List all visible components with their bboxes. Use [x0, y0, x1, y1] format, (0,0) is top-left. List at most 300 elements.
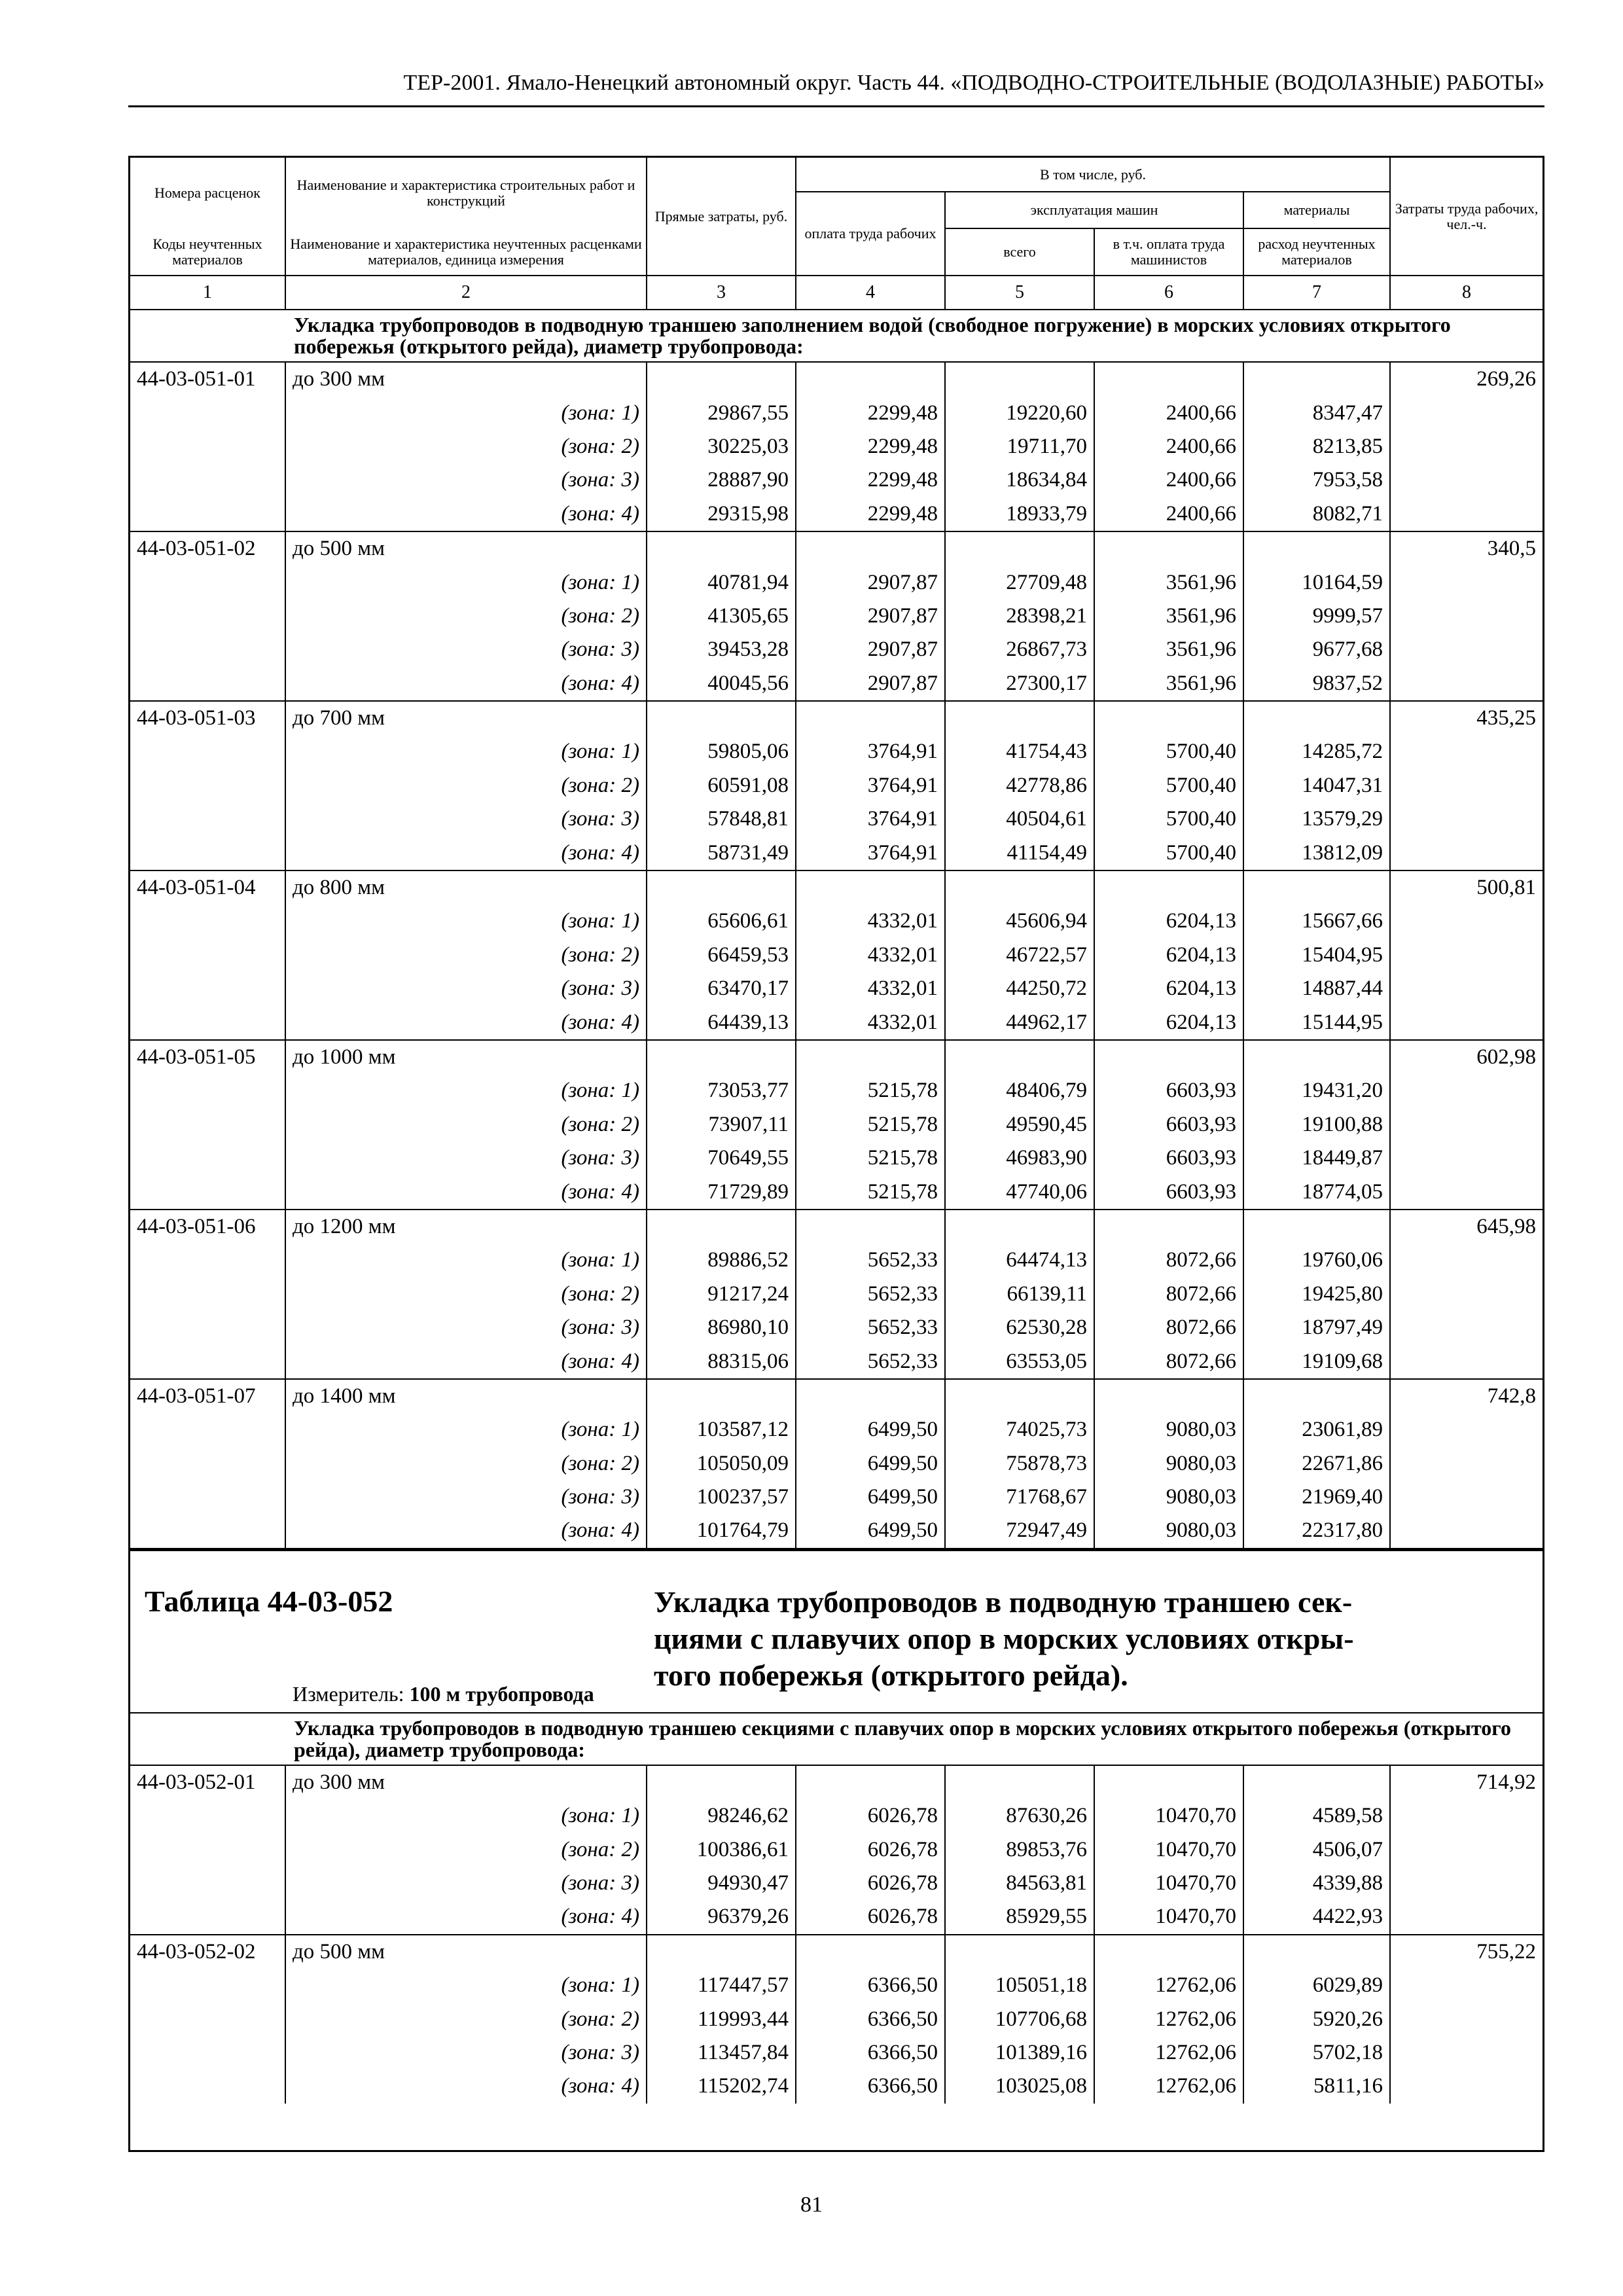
- labor-cost: 5215,78: [796, 1141, 945, 1175]
- empty-cell: [1390, 565, 1543, 599]
- empty-cell: [1390, 600, 1543, 633]
- materials-cost: 4339,88: [1243, 1867, 1390, 1900]
- empty-cell: [1390, 1413, 1543, 1446]
- labor-cost: 6026,78: [796, 1833, 945, 1866]
- zone-cell: [285, 1900, 647, 1934]
- rate-row: [130, 702, 1543, 735]
- rate-code: 44-03-051-01: [130, 363, 285, 396]
- machines-cost: 28398,21: [945, 600, 1094, 633]
- empty-cell: [647, 702, 796, 735]
- labor-cost: 2299,48: [796, 463, 945, 497]
- direct-cost: 100237,57: [647, 1480, 796, 1514]
- machines-cost: 44250,72: [945, 972, 1094, 1005]
- empty-cell: [1390, 1175, 1543, 1209]
- zone-label: (зона: 2): [561, 1837, 639, 1861]
- materials-cost: 15404,95: [1243, 939, 1390, 972]
- col-labor-hours: Затраты труда рабочих, чел.-ч.: [1390, 158, 1543, 276]
- direct-cost: 60591,08: [647, 769, 796, 802]
- col-number: 5: [945, 276, 1094, 310]
- labor-hours-value: 602,98: [1476, 1045, 1536, 1069]
- rate-row: [130, 1766, 1543, 1799]
- machines-labor-cost: 3561,96: [1094, 667, 1243, 701]
- machines-cost: 101389,16: [945, 2036, 1094, 2070]
- machines-labor-cost: 6204,13: [1094, 1005, 1243, 1039]
- direct-cost: 63470,17: [647, 972, 796, 1005]
- machines-labor-cost: 9080,03: [1094, 1447, 1243, 1480]
- empty-cell: [1390, 396, 1543, 429]
- direct-cost: 66459,53: [647, 939, 796, 972]
- zone-row: [130, 667, 1543, 701]
- machines-labor-cost: 8072,66: [1094, 1278, 1243, 1311]
- empty-cell: [130, 600, 285, 633]
- zone-row: [130, 802, 1543, 836]
- machines-labor-cost: 10470,70: [1094, 1833, 1243, 1866]
- zone-row: [130, 836, 1543, 870]
- zone-row: [130, 1799, 1543, 1833]
- machines-labor-cost: 6603,93: [1094, 1108, 1243, 1141]
- machines-cost: 75878,73: [945, 1447, 1094, 1480]
- materials-cost: 22317,80: [1243, 1514, 1390, 1548]
- labor-cost: 3764,91: [796, 735, 945, 768]
- zone-cell: [285, 463, 647, 497]
- empty-cell: [1094, 871, 1243, 905]
- zone-cell: [285, 430, 647, 463]
- zone-row: [130, 905, 1543, 938]
- machines-labor-cost: 10470,70: [1094, 1867, 1243, 1900]
- empty-cell: [1390, 2002, 1543, 2036]
- machines-cost: 64474,13: [945, 1244, 1094, 1277]
- labor-cost: 4332,01: [796, 905, 945, 938]
- empty-cell: [1243, 1210, 1390, 1244]
- empty-cell: [130, 463, 285, 497]
- empty-cell: [130, 769, 285, 802]
- unit-label: Измеритель:: [293, 1681, 404, 1706]
- machines-cost: 18634,84: [945, 463, 1094, 497]
- rate-group: [130, 1041, 1543, 1210]
- rate-name: до 1000 мм: [285, 1041, 647, 1074]
- labor-cost: 4332,01: [796, 972, 945, 1005]
- zone-row: [130, 1311, 1543, 1344]
- labor-cost: 2907,87: [796, 633, 945, 666]
- col-number: 6: [1094, 276, 1243, 310]
- empty-cell: [1094, 1380, 1243, 1413]
- materials-cost: 19109,68: [1243, 1344, 1390, 1378]
- rate-row: [130, 1380, 1543, 1413]
- zone-label: (зона: 4): [561, 1010, 639, 1034]
- machines-labor-cost: 2400,66: [1094, 463, 1243, 497]
- zone-row: [130, 1074, 1543, 1107]
- machines-cost: 27300,17: [945, 667, 1094, 701]
- empty-cell: [1243, 1766, 1390, 1799]
- empty-cell: [945, 1380, 1094, 1413]
- zone-row: [130, 1480, 1543, 1514]
- machines-cost: 41154,49: [945, 836, 1094, 870]
- empty-cell: [647, 1766, 796, 1799]
- empty-cell: [1390, 1344, 1543, 1378]
- zone-label: (зона: 1): [561, 401, 639, 425]
- empty-cell: [130, 1311, 285, 1344]
- empty-cell: [1390, 1005, 1543, 1039]
- zone-row: [130, 1867, 1543, 1900]
- materials-cost: 22671,86: [1243, 1447, 1390, 1480]
- labor-cost: 2299,48: [796, 396, 945, 429]
- section-title: Укладка трубопроводов в подводную траншею секциями с плавучих опор в морских условиях открытого побережья (открытого рейда), диаметр трубопровода:: [130, 1713, 1543, 1766]
- empty-cell: [1243, 871, 1390, 905]
- labor-cost: 2299,48: [796, 430, 945, 463]
- zone-row: [130, 430, 1543, 463]
- zone-cell: [285, 1867, 647, 1900]
- zone-label: (зона: 4): [561, 1179, 639, 1204]
- zone-row: [130, 1447, 1543, 1480]
- rate-code: 44-03-051-04: [130, 871, 285, 905]
- materials-cost: 4422,93: [1243, 1900, 1390, 1934]
- empty-cell: [1390, 1108, 1543, 1141]
- zone-label: (зона: 2): [561, 942, 639, 967]
- zone-row: [130, 735, 1543, 768]
- col-included: В том числе, руб.: [796, 158, 1390, 192]
- zone-row: [130, 1969, 1543, 2002]
- rate-group: [130, 702, 1543, 871]
- direct-cost: 40045,56: [647, 667, 796, 701]
- empty-cell: [130, 396, 285, 429]
- zone-label: (зона: 2): [561, 1112, 639, 1136]
- materials-cost: 19100,88: [1243, 1108, 1390, 1141]
- empty-cell: [647, 1210, 796, 1244]
- empty-cell: [1094, 1210, 1243, 1244]
- empty-cell: [130, 1244, 285, 1277]
- zone-row: [130, 972, 1543, 1005]
- empty-cell: [1390, 667, 1543, 701]
- machines-cost: 19220,60: [945, 396, 1094, 429]
- rate-code: 44-03-051-02: [130, 532, 285, 565]
- empty-cell: [1243, 1041, 1390, 1074]
- direct-cost: 94930,47: [647, 1867, 796, 1900]
- labor-hours-value: 435,25: [1476, 706, 1536, 730]
- direct-cost: 59805,06: [647, 735, 796, 768]
- machines-labor-cost: 9080,03: [1094, 1480, 1243, 1514]
- direct-cost: 40781,94: [647, 565, 796, 599]
- empty-cell: [1390, 463, 1543, 497]
- machines-cost: 84563,81: [945, 1867, 1094, 1900]
- empty-cell: [1390, 497, 1543, 531]
- direct-cost: 41305,65: [647, 600, 796, 633]
- zone-label: (зона: 3): [561, 807, 639, 831]
- empty-cell: [1390, 1833, 1543, 1866]
- empty-cell: [130, 1005, 285, 1039]
- zone-label: (зона: 1): [561, 1079, 639, 1103]
- empty-cell: [1094, 363, 1243, 396]
- direct-cost: 29867,55: [647, 396, 796, 429]
- machines-labor-cost: 12762,06: [1094, 1969, 1243, 2002]
- machines-cost: 107706,68: [945, 2002, 1094, 2036]
- zone-cell: [285, 565, 647, 599]
- empty-cell: [130, 565, 285, 599]
- table-unit: [293, 1682, 594, 1706]
- rate-code: 44-03-052-02: [130, 1935, 285, 1969]
- direct-cost: 73907,11: [647, 1108, 796, 1141]
- zone-cell: [285, 1244, 647, 1277]
- direct-cost: 28887,90: [647, 463, 796, 497]
- zone-label: (зона: 4): [561, 2074, 639, 2098]
- machines-labor-cost: 3561,96: [1094, 565, 1243, 599]
- empty-cell: [130, 972, 285, 1005]
- empty-cell: [1390, 1447, 1543, 1480]
- labor-hours-value: 500,81: [1476, 876, 1536, 900]
- zone-cell: [285, 1833, 647, 1866]
- empty-cell: [1243, 532, 1390, 565]
- rate-name: до 300 мм: [285, 363, 647, 396]
- col-code-top: Номера расценок: [130, 158, 285, 228]
- labor-cost: 2907,87: [796, 600, 945, 633]
- materials-cost: 18797,49: [1243, 1311, 1390, 1344]
- materials-cost: 7953,58: [1243, 463, 1390, 497]
- machines-labor-cost: 5700,40: [1094, 735, 1243, 768]
- zone-row: [130, 1141, 1543, 1175]
- empty-cell: [945, 702, 1094, 735]
- machines-cost: 105051,18: [945, 1969, 1094, 2002]
- empty-cell: [1390, 939, 1543, 972]
- zone-row: [130, 939, 1543, 972]
- zone-cell: [285, 667, 647, 701]
- empty-cell: [796, 1210, 945, 1244]
- zone-label: (зона: 3): [561, 1146, 639, 1170]
- materials-cost: 8213,85: [1243, 430, 1390, 463]
- empty-cell: [1243, 702, 1390, 735]
- empty-cell: [1094, 1766, 1243, 1799]
- zone-cell: [285, 1108, 647, 1141]
- zone-row: [130, 2036, 1543, 2070]
- materials-cost: 19760,06: [1243, 1244, 1390, 1277]
- labor-cost: 5652,33: [796, 1311, 945, 1344]
- labor-cost: 6499,50: [796, 1514, 945, 1548]
- machines-labor-cost: 6603,93: [1094, 1141, 1243, 1175]
- empty-cell: [130, 1344, 285, 1378]
- zone-label: (зона: 3): [561, 1485, 639, 1509]
- empty-cell: [130, 1074, 285, 1107]
- materials-cost: 15667,66: [1243, 905, 1390, 938]
- machines-labor-cost: 6204,13: [1094, 939, 1243, 972]
- empty-cell: [796, 1041, 945, 1074]
- col-labor: оплата труда рабочих: [796, 192, 945, 276]
- empty-cell: [130, 2036, 285, 2070]
- zone-row: [130, 1278, 1543, 1311]
- machines-cost: 72947,49: [945, 1514, 1094, 1548]
- materials-cost: 18449,87: [1243, 1141, 1390, 1175]
- machines-labor-cost: 2400,66: [1094, 396, 1243, 429]
- empty-cell: [1390, 1074, 1543, 1107]
- zone-row: [130, 2070, 1543, 2103]
- empty-cell: [130, 1969, 285, 2002]
- zone-row: [130, 1833, 1543, 1866]
- labor-cost: 6366,50: [796, 2002, 945, 2036]
- col-name-top: Наименование и характеристика строительных работ и конструкций: [285, 158, 647, 228]
- labor-cost: 4332,01: [796, 1005, 945, 1039]
- empty-cell: [1390, 1867, 1543, 1900]
- machines-labor-cost: 6603,93: [1094, 1175, 1243, 1209]
- labor-cost: 5652,33: [796, 1278, 945, 1311]
- direct-cost: 57848,81: [647, 802, 796, 836]
- zone-label: (зона: 1): [561, 570, 639, 594]
- col-machines-total: всего: [945, 228, 1094, 276]
- labor-cost: 2907,87: [796, 565, 945, 599]
- labor-hours-value: 645,98: [1476, 1214, 1536, 1238]
- zone-cell: [285, 1344, 647, 1378]
- machines-cost: 48406,79: [945, 1074, 1094, 1107]
- direct-cost: 103587,12: [647, 1413, 796, 1446]
- zone-row: [130, 633, 1543, 666]
- materials-cost: 4506,07: [1243, 1833, 1390, 1866]
- machines-cost: 44962,17: [945, 1005, 1094, 1039]
- machines-cost: 41754,43: [945, 735, 1094, 768]
- col-name-bottom: Наименование и характеристика неучтенных расценками материалов, единица измерения: [285, 228, 647, 276]
- unit-value: 100 м трубопровода: [409, 1681, 594, 1706]
- materials-cost: 14285,72: [1243, 735, 1390, 768]
- rate-group: [130, 532, 1543, 702]
- rate-group: [130, 871, 1543, 1041]
- rate-code: 44-03-051-07: [130, 1380, 285, 1413]
- direct-cost: 96379,26: [647, 1900, 796, 1934]
- materials-cost: 10164,59: [1243, 565, 1390, 599]
- materials-cost: 9677,68: [1243, 633, 1390, 666]
- rate-row: [130, 1935, 1543, 1969]
- direct-cost: 39453,28: [647, 633, 796, 666]
- col-number: 1: [130, 276, 285, 310]
- rate-name: до 1200 мм: [285, 1210, 647, 1244]
- empty-cell: [945, 1041, 1094, 1074]
- empty-cell: [647, 363, 796, 396]
- empty-cell: [945, 871, 1094, 905]
- machines-labor-cost: 3561,96: [1094, 600, 1243, 633]
- labor-cost: 6366,50: [796, 2036, 945, 2070]
- zone-cell: [285, 905, 647, 938]
- empty-cell: [1390, 735, 1543, 768]
- machines-cost: 49590,45: [945, 1108, 1094, 1141]
- labor-cost: 6026,78: [796, 1900, 945, 1934]
- direct-cost: 30225,03: [647, 430, 796, 463]
- zone-cell: [285, 735, 647, 768]
- zone-cell: [285, 1278, 647, 1311]
- machines-labor-cost: 8072,66: [1094, 1311, 1243, 1344]
- labor-cost: 6499,50: [796, 1447, 945, 1480]
- zone-cell: [285, 1969, 647, 2002]
- empty-cell: [647, 1380, 796, 1413]
- machines-cost: 71768,67: [945, 1480, 1094, 1514]
- col-number: 2: [285, 276, 647, 310]
- empty-cell: [1094, 1041, 1243, 1074]
- zone-row: [130, 1900, 1543, 1934]
- labor-cost: 6499,50: [796, 1413, 945, 1446]
- machines-labor-cost: 8072,66: [1094, 1344, 1243, 1378]
- empty-cell: [130, 905, 285, 938]
- empty-cell: [1390, 2070, 1543, 2103]
- direct-cost: 119993,44: [647, 2002, 796, 2036]
- labor-cost: 6366,50: [796, 1969, 945, 2002]
- rate-name: до 500 мм: [285, 1935, 647, 1969]
- direct-cost: 65606,61: [647, 905, 796, 938]
- direct-cost: 100386,61: [647, 1833, 796, 1866]
- zone-row: [130, 1005, 1543, 1039]
- machines-labor-cost: 9080,03: [1094, 1514, 1243, 1548]
- empty-cell: [945, 363, 1094, 396]
- empty-cell: [1390, 430, 1543, 463]
- direct-cost: 58731,49: [647, 836, 796, 870]
- empty-cell: [130, 1175, 285, 1209]
- empty-cell: [130, 1833, 285, 1866]
- zone-cell: [285, 1447, 647, 1480]
- zone-label: (зона: 1): [561, 1248, 639, 1272]
- zone-cell: [285, 2036, 647, 2070]
- machines-cost: 47740,06: [945, 1175, 1094, 1209]
- col-materials-unaccounted: расход неучтенных материалов: [1243, 228, 1390, 276]
- empty-cell: [1390, 1480, 1543, 1514]
- empty-cell: [1390, 1799, 1543, 1833]
- empty-cell: [945, 1766, 1094, 1799]
- materials-cost: 9837,52: [1243, 667, 1390, 701]
- direct-cost: 71729,89: [647, 1175, 796, 1209]
- empty-cell: [796, 1766, 945, 1799]
- empty-cell: [130, 1900, 285, 1934]
- materials-cost: 23061,89: [1243, 1413, 1390, 1446]
- materials-cost: 15144,95: [1243, 1005, 1390, 1039]
- empty-cell: [1243, 363, 1390, 396]
- zone-label: (зона: 1): [561, 740, 639, 764]
- zone-cell: [285, 1311, 647, 1344]
- labor-cost: 2299,48: [796, 497, 945, 531]
- materials-cost: 13579,29: [1243, 802, 1390, 836]
- rate-code: 44-03-052-01: [130, 1766, 285, 1799]
- direct-cost: 115202,74: [647, 2070, 796, 2103]
- zone-label: (зона: 4): [561, 1349, 639, 1373]
- machines-labor-cost: 5700,40: [1094, 802, 1243, 836]
- column-numbers: [130, 276, 1543, 310]
- labor-cost: 5215,78: [796, 1175, 945, 1209]
- zone-label: (зона: 4): [561, 1905, 639, 1929]
- labor-cost: 6026,78: [796, 1867, 945, 1900]
- direct-cost: 105050,09: [647, 1447, 796, 1480]
- machines-cost: 63553,05: [945, 1344, 1094, 1378]
- col-code-bottom: Коды неучтенных материалов: [130, 228, 285, 276]
- zone-cell: [285, 1413, 647, 1446]
- machines-labor-cost: 5700,40: [1094, 836, 1243, 870]
- running-header: ТЕР-2001. Ямало-Ненецкий автономный округ. Часть 44. «ПОДВОДНО-СТРОИТЕЛЬНЫЕ (ВОДОЛАЗНЫЕ) РАБОТЫ»: [403, 71, 1544, 95]
- rate-row: [130, 1210, 1543, 1244]
- empty-cell: [130, 633, 285, 666]
- table-heading: [130, 1549, 1543, 1713]
- machines-cost: 85929,55: [945, 1900, 1094, 1934]
- labor-cost: 5215,78: [796, 1074, 945, 1107]
- zone-label: (зона: 3): [561, 468, 639, 492]
- rate-row: [130, 871, 1543, 905]
- direct-cost: 70649,55: [647, 1141, 796, 1175]
- direct-cost: 98246,62: [647, 1799, 796, 1833]
- zone-label: (зона: 2): [561, 603, 639, 628]
- zone-cell: [285, 1514, 647, 1548]
- materials-cost: 6029,89: [1243, 1969, 1390, 2002]
- rate-name: до 500 мм: [285, 532, 647, 565]
- machines-cost: 26867,73: [945, 633, 1094, 666]
- empty-cell: [130, 667, 285, 701]
- materials-cost: 5920,26: [1243, 2002, 1390, 2036]
- zone-row: [130, 600, 1543, 633]
- direct-cost: 101764,79: [647, 1514, 796, 1548]
- empty-cell: [130, 2070, 285, 2103]
- zone-label: (зона: 4): [561, 671, 639, 695]
- zone-cell: [285, 1141, 647, 1175]
- empty-cell: [1390, 1514, 1543, 1548]
- zone-row: [130, 1244, 1543, 1277]
- rate-group: [130, 1766, 1543, 1935]
- zone-label: (зона: 3): [561, 1316, 639, 1340]
